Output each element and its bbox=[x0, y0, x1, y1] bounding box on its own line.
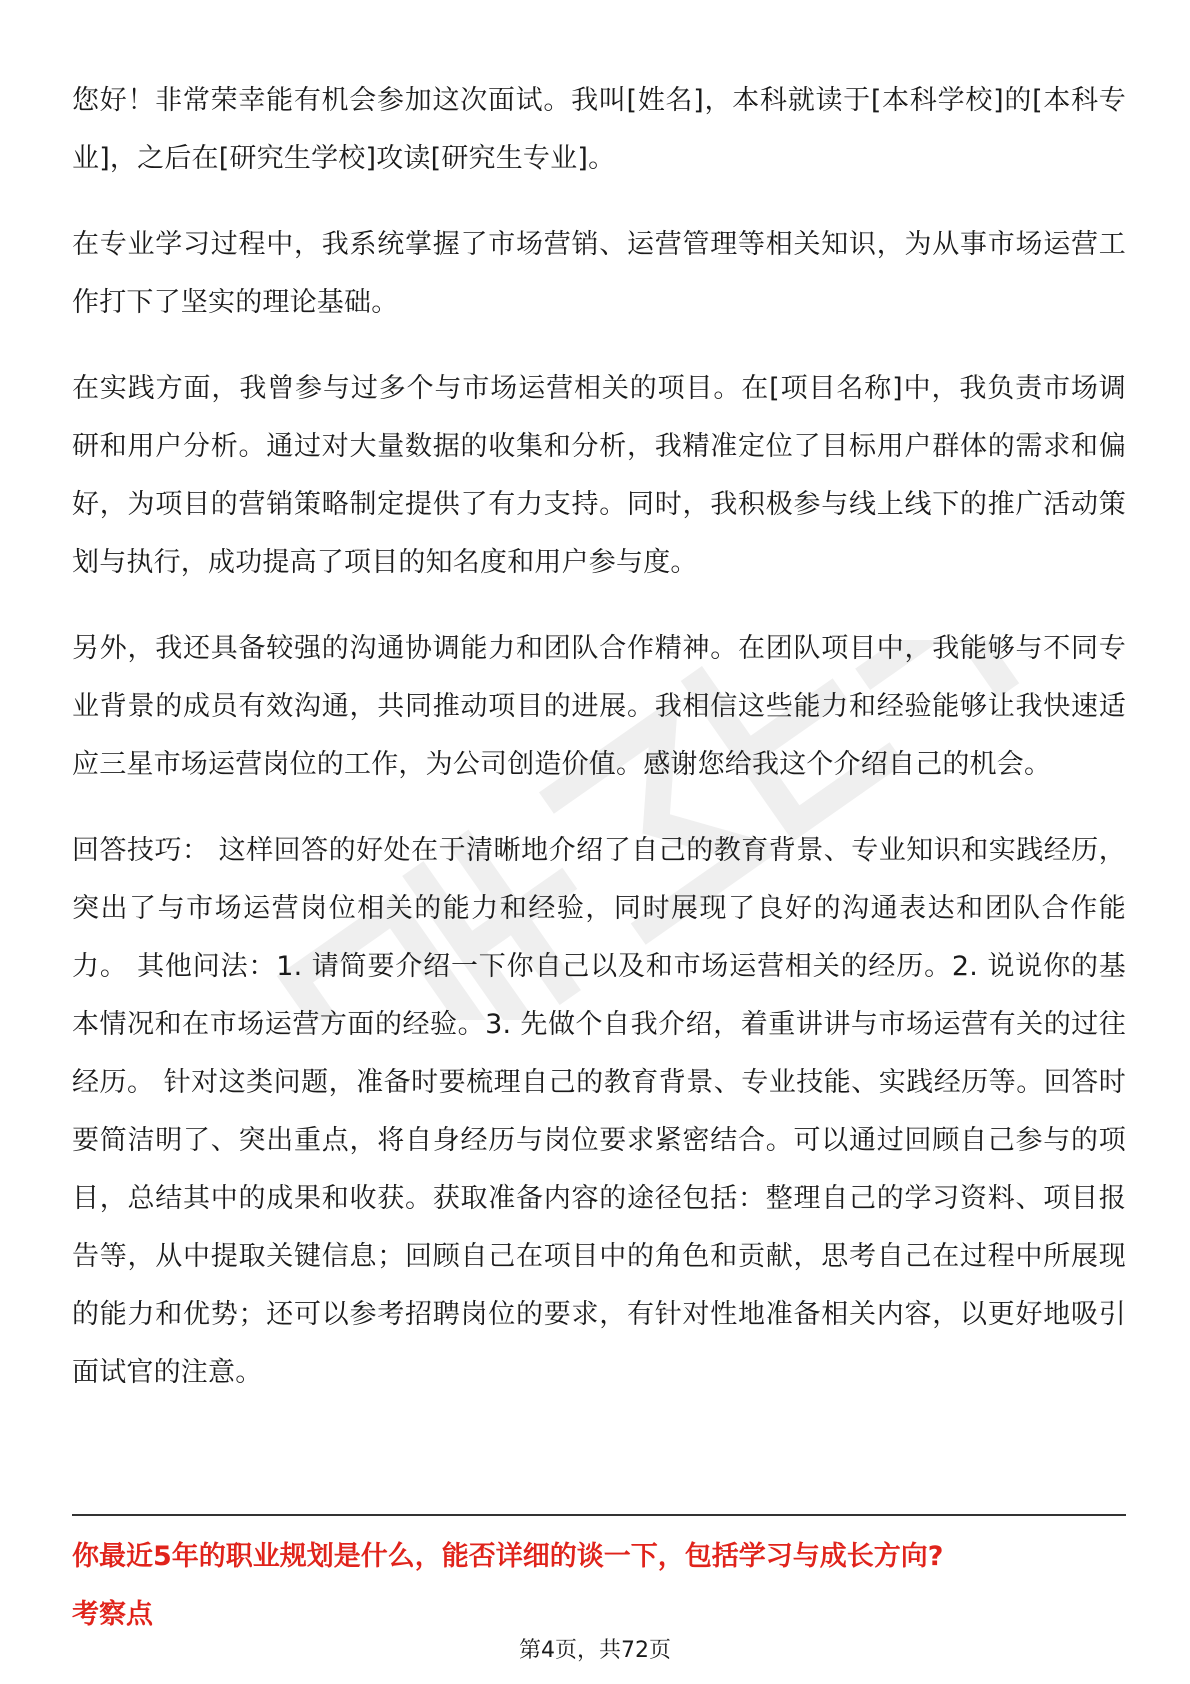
interview-question-heading: 你最近5年的职业规划是什么，能否详细的谈一下，包括学习与成长方向? bbox=[72, 1541, 944, 1572]
document-body bbox=[72, 72, 1126, 1430]
paragraph-answer-tips: 回答技巧： 这样回答的好处在于清晰地介绍了自己的教育背景、专业知识和实践经历，突出了与市场运营岗位相关的能力和经验，同时展现了良好的沟通表达和团队合作能力。 其他问法：1. 请简要介绍一下你自己以及和市场运营相关的经历。2. 说说你的基本情况和在市场运营方面的经验。3. 先做个自我介绍，着重讲讲与市场运营有关的过往经历。 针对这类问题，准备时要梳理自己的教育背景、专业技能、实践经历等。回答时要简洁明了、突出重点，将自身经历与岗位要求紧密结合。可以通过回顾自己参与的项目，总结其中的成果和收获。获取准备内容的途径包括：整理自己的学习资料、项目报告等，从中提取关键信息；回顾自己在项目中的角色和贡献，思考自己在过程中所展现的能力和优势；还可以参考招聘岗位的要求，有针对性地准备相关内容，以更好地吸引面试官的注意。 bbox=[72, 835, 1126, 1388]
page-number-footer: 第4页，共72页 bbox=[519, 1638, 671, 1663]
paragraph-teamwork: 另外，我还具备较强的沟通协调能力和团队合作精神。在团队项目中，我能够与不同专业背景的成员有效沟通，共同推动项目的进展。我相信这些能力和经验能够让我快速适应三星市场运营岗位的工作，为公司创造价值。感谢您给我这个介绍自己的机会。 bbox=[72, 633, 1126, 780]
paragraph-practice: 在实践方面，我曾参与过多个与市场运营相关的项目。在[项目名称]中，我负责市场调研和用户分析。通过对大量数据的收集和分析，我精准定位了目标用户群体的需求和偏好，为项目的营销策略制定提供了有力支持。同时，我积极参与线上线下的推广活动策划与执行，成功提高了项目的知名度和用户参与度。 bbox=[72, 373, 1126, 578]
paragraph-introduction: 您好！非常荣幸能有机会参加这次面试。我叫[姓名]，本科就读于[本科学校]的[本科专业]，之后在[研究生学校]攻读[研究生专业]。 bbox=[72, 85, 1126, 174]
paragraph-study: 在专业学习过程中，我系统掌握了市场营销、运营管理等相关知识，为从事市场运营工作打下了坚实的理论基础。 bbox=[72, 229, 1126, 318]
section-divider bbox=[72, 1514, 1126, 1516]
assessment-points-heading: 考察点 bbox=[72, 1599, 153, 1630]
